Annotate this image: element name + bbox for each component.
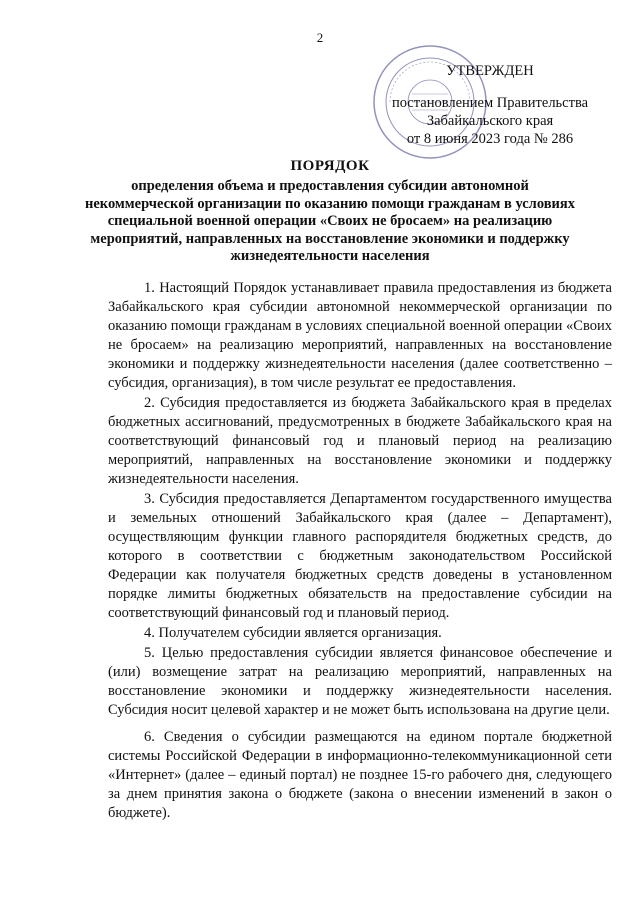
document-body <box>108 279 612 824</box>
approval-line-3: от 8 июня 2023 года № 286 <box>406 131 574 147</box>
paragraph-4: 4. Получателем субсидии является организация. <box>144 625 442 641</box>
paragraph-5: 5. Целью предоставления субсидии является финансовое обеспечение и (или) возмещение затрат на реализацию мероприятий, направленных на восстановление экономики и поддержку жизнедеятельности населения. Субсидия носит целевой характер и не может быть использована на другие цели. <box>108 645 612 718</box>
title-subtitle: определения объема и предоставления субсидии автономной некоммерческой организации по оказанию помощи гражданам в условиях специальной военной операции «Своих не бросаем» на реализацию мероприятий, направленных на восстановление экономики и поддержку жизнедеятельности населения <box>84 178 575 264</box>
approval-block <box>380 62 600 148</box>
document-title <box>80 158 580 266</box>
title-main: ПОРЯДОК <box>290 158 370 174</box>
paragraph-6: 6. Сведения о субсидии размещаются на едином портале бюджетной системы Российской Федерации в информационно-телекоммуникационной сети «Интернет» (далее – единый портал) не позднее 15-го рабочего дня, следующего за днем принятия закона о бюджете (закона о внесении изменений в закон о бюджете). <box>108 729 612 821</box>
paragraph-3: 3. Субсидия предоставляется Департаментом государственного имущества и земельных отношений Забайкальского края (далее – Департамент), осуществляющим функции главного распорядителя бюджетных средств, до которого в соответствии с бюджетным законодательством Российской Федерации как получателя бюджетных средств доведены в установленном порядке лимиты бюджетных обязательств на предоставление субсидии на соответствующий финансовый год и плановый период. <box>108 491 612 621</box>
approval-line-2: Забайкальского края <box>426 113 554 129</box>
paragraph-1: 1. Настоящий Порядок устанавливает правила предоставления из бюджета Забайкальского края субсидии автономной некоммерческой организации по оказанию помощи гражданам в условиях специальной военной операции «Своих не бросаем» на реализацию мероприятий, направленных на восстановление экономики и поддержку жизнедеятельности населения (далее соответственно – субсидия, организация), в том числе результат ее предоставления. <box>108 280 612 391</box>
paragraph-2: 2. Субсидия предоставляется из бюджета Забайкальского края в пределах бюджетных ассигнований, предусмотренных в бюджете Забайкальского края на соответствующий финансовый год и плановый период на реализацию мероприятий, направленных на восстановление экономики и поддержку жизнедеятельности населения. <box>108 395 612 487</box>
approval-line-1: постановлением Правительства <box>391 95 589 111</box>
approved-label: УТВЕРЖДЕН <box>446 63 534 79</box>
page-number: 2 <box>316 30 324 45</box>
